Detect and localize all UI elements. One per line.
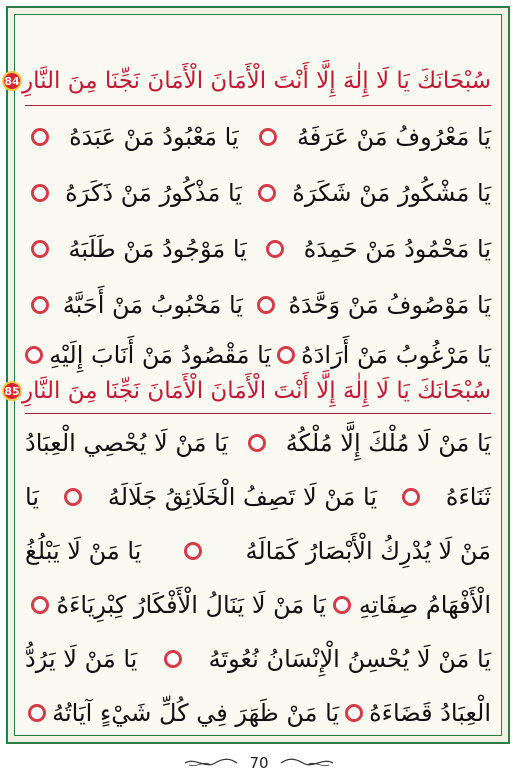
text-line — [25, 223, 491, 275]
circle-separator-icon — [258, 184, 276, 202]
header-underline — [25, 413, 491, 414]
circle-separator-icon — [402, 488, 420, 506]
header-underline — [25, 105, 491, 106]
section-header-84 — [4, 61, 491, 101]
right-flourish-icon — [279, 756, 335, 770]
page-frame — [6, 6, 510, 744]
phrase: يَا مَنْ ظَهَرَ فِي كُلِّ شَيْءٍ آيَاتُهُ — [52, 699, 340, 727]
phrase: يَا مَحْبُوبُ مَنْ أَحَبَّهُ — [62, 291, 243, 319]
circle-separator-icon — [248, 434, 266, 452]
page-number: 70 — [249, 754, 269, 772]
phrase: يَا مَعْرُوفُ مَنْ عَرَفَهُ — [296, 123, 491, 151]
phrase: يَا مَنْ لَا مُلْكَ إِلَّا مُلْكُهُ — [285, 429, 491, 457]
circle-separator-icon — [333, 596, 351, 614]
phrase: يَا مَرْغُوبُ مَنْ أَرَادَهُ — [301, 341, 491, 369]
circle-separator-icon — [257, 296, 275, 314]
phrase: يَا مَنْ لَا يَرُدُّ — [25, 645, 138, 673]
verse-number-badge: 85 — [2, 381, 22, 401]
circle-separator-icon — [31, 240, 49, 258]
phrase: يَا مَنْ لَا يُحْسِنُ الْإِنْسَانُ نُعُوتَهُ — [208, 645, 491, 673]
circle-separator-icon — [164, 650, 182, 668]
phrase: يَا — [25, 483, 40, 511]
verse-number-badge: 84 — [2, 71, 22, 91]
circle-separator-icon — [259, 128, 277, 146]
page-footer — [0, 752, 518, 774]
text-line — [25, 471, 491, 523]
text-line — [25, 417, 491, 469]
circle-separator-icon — [277, 346, 295, 364]
circle-separator-icon — [31, 296, 49, 314]
phrase: مَنْ لَا يُدْرِكُ الْأَبْصَارُ كَمَالَهُ — [245, 537, 491, 565]
phrase: يَا مَنْ لَا يَنَالُ الْأَفْكَارُ كِبْرِيَاءَهُ — [56, 591, 326, 619]
circle-separator-icon — [31, 128, 49, 146]
section-header-85 — [4, 371, 491, 411]
phrase: يَا مَشْكُورُ مَنْ شَكَرَهُ — [292, 179, 491, 207]
text-line — [25, 111, 491, 163]
phrase: يَا مَوْصُوفُ مَنْ وَحَّدَهُ — [288, 291, 491, 319]
phrase: يَا مَحْمُودُ مَنْ حَمِدَهُ — [303, 235, 491, 263]
circle-separator-icon — [345, 704, 363, 722]
section-header-text: سُبْحَانَكَ يَا لَا إِلٰهَ إِلَّا أَنْتَ الْأَمَانَ الْأَمَانَ نَجِّنَا مِنَ النَّارِ — [21, 68, 491, 94]
phrase: ثَنَاءَهُ — [445, 483, 491, 511]
circle-separator-icon — [31, 184, 49, 202]
circle-separator-icon — [64, 488, 82, 506]
circle-separator-icon — [28, 704, 46, 722]
page-content — [4, 25, 491, 727]
phrase: يَا مَذْكُورُ مَنْ ذَكَرَهُ — [65, 179, 242, 207]
text-line — [25, 525, 491, 577]
circle-separator-icon — [25, 346, 43, 364]
phrase: يَا مَنْ لَا يَبْلُغُ — [25, 537, 142, 565]
text-line — [25, 167, 491, 219]
left-flourish-icon — [183, 756, 239, 770]
text-line — [25, 633, 491, 685]
circle-separator-icon — [184, 542, 202, 560]
text-line — [25, 579, 491, 631]
phrase: يَا مَقْصُودُ مَنْ أَنَابَ إِلَيْهِ — [49, 341, 272, 369]
circle-separator-icon — [266, 240, 284, 258]
section-header-text: سُبْحَانَكَ يَا لَا إِلٰهَ إِلَّا أَنْتَ الْأَمَانَ الْأَمَانَ نَجِّنَا مِنَ النَّارِ — [21, 378, 491, 404]
page-inner-frame — [4, 14, 502, 736]
phrase: يَا مَنْ لَا تَصِفُ الْخَلَائِقُ جَلَالَهُ — [107, 483, 378, 511]
phrase: الْأَفْهَامُ صِفَاتِهِ — [358, 591, 491, 619]
phrase: الْعِبَادُ قَضَاءَهُ — [369, 699, 491, 727]
circle-separator-icon — [31, 596, 49, 614]
phrase: يَا مَعْبُودُ مَنْ عَبَدَهُ — [69, 123, 239, 151]
phrase: يَا مَنْ لَا يُحْصِي الْعِبَادُ — [25, 429, 229, 457]
text-line — [25, 687, 491, 739]
phrase: يَا مَوْجُودُ مَنْ طَلَبَهُ — [68, 235, 247, 263]
text-line — [25, 279, 491, 331]
